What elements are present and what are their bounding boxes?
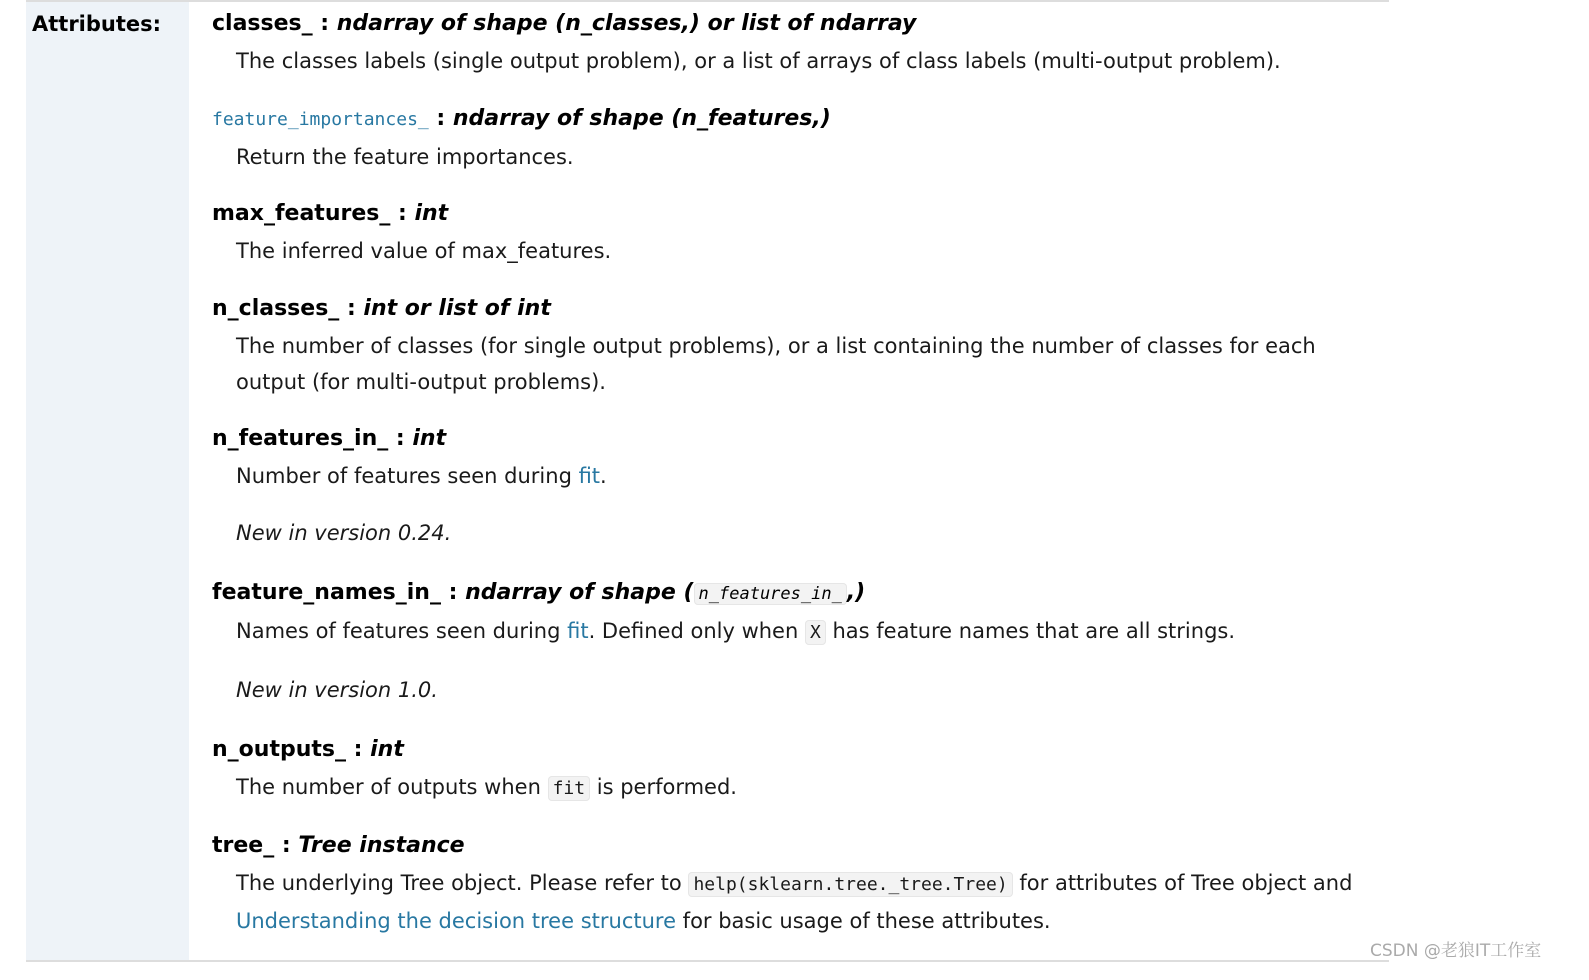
attr-classes xyxy=(212,9,1382,79)
attr-description: The number of classes (for single output problems), or a list containing the number of classes for each output (for multi-output problems). xyxy=(236,334,1316,394)
attr-n-outputs xyxy=(212,735,1382,807)
attr-description: The classes labels (single output problem), or a list of arrays of class labels (multi-output problem). xyxy=(236,49,1281,73)
desc-text: . Defined only when xyxy=(588,619,805,643)
attr-type xyxy=(465,580,865,605)
attr-header xyxy=(212,199,1382,229)
inline-code: X xyxy=(805,620,826,645)
tree-structure-link[interactable]: Understanding the decision tree structure xyxy=(236,909,676,933)
field-label-attributes: Attributes: xyxy=(32,12,162,36)
fit-link[interactable]: fit xyxy=(578,464,601,488)
desc-text: The underlying Tree object. Please refer to xyxy=(236,871,689,895)
attr-name-link[interactable]: feature_importances_ xyxy=(212,109,429,130)
attr-separator: : xyxy=(345,737,371,762)
desc-text: for attributes of Tree object and xyxy=(1012,871,1353,895)
attr-separator: : xyxy=(339,296,364,321)
attr-description xyxy=(236,613,1386,651)
attr-n-classes xyxy=(212,294,1382,400)
attr-n-features-in xyxy=(212,424,1382,548)
attr-name: n_outputs_ xyxy=(212,737,346,762)
attr-description xyxy=(236,458,1386,494)
attr-type: Tree instance xyxy=(298,833,465,858)
type-text: ndarray of shape ( xyxy=(465,580,694,605)
attr-type: int xyxy=(414,201,449,226)
attr-header xyxy=(212,294,1382,324)
version-added-note: New in version 1.0. xyxy=(236,678,438,702)
inline-code: n_features_in_ xyxy=(694,583,847,605)
attr-header xyxy=(212,104,1382,135)
attr-description: Return the feature importances. xyxy=(236,145,574,169)
attr-type: ndarray of shape (n_classes,) or list of ndarray xyxy=(336,11,917,36)
attr-name: feature_names_in_ xyxy=(212,580,441,605)
attr-header xyxy=(212,424,1382,454)
field-name-column xyxy=(26,2,189,960)
version-added-note: New in version 0.24. xyxy=(236,521,452,545)
attr-max-features xyxy=(212,199,1382,269)
bottom-divider xyxy=(26,960,1389,962)
attr-separator: : xyxy=(388,426,413,451)
watermark-text: CSDN @老狼IT工作室 xyxy=(1370,941,1542,961)
attr-feature-names-in xyxy=(212,578,1382,705)
attr-header xyxy=(212,735,1382,765)
desc-text: is performed. xyxy=(590,775,737,799)
desc-text: for basic usage of these attributes. xyxy=(676,909,1051,933)
desc-text: . xyxy=(600,464,607,488)
attr-name: tree_ xyxy=(212,833,275,858)
attr-separator: : xyxy=(440,580,466,605)
attr-type: int xyxy=(412,426,447,451)
inline-code: help(sklearn.tree._tree.Tree) xyxy=(688,872,1012,897)
attr-tree xyxy=(212,831,1382,939)
attr-name: max_features_ xyxy=(212,201,391,226)
attr-header xyxy=(212,9,1382,39)
attr-description xyxy=(236,769,1386,807)
attr-description: The inferred value of max_features. xyxy=(236,239,612,263)
attr-name: classes_ xyxy=(212,11,313,36)
desc-text: has feature names that are all strings. xyxy=(825,619,1236,643)
attr-separator: : xyxy=(428,106,453,131)
desc-text: Number of features seen during xyxy=(236,464,579,488)
desc-text: Names of features seen during xyxy=(236,619,568,643)
fit-link[interactable]: fit xyxy=(567,619,589,643)
inline-code: fit xyxy=(548,776,591,801)
attr-separator: : xyxy=(274,833,299,858)
attr-name: n_classes_ xyxy=(212,296,340,321)
attr-type: int or list of int xyxy=(363,296,551,321)
attr-feature-importances xyxy=(212,104,1382,175)
desc-text: The number of outputs when xyxy=(236,775,548,799)
attr-header xyxy=(212,831,1382,861)
attr-type: ndarray of shape (n_features,) xyxy=(452,106,831,131)
attr-description xyxy=(236,865,1386,939)
attr-type: int xyxy=(370,737,404,762)
attr-separator: : xyxy=(390,201,415,226)
top-divider xyxy=(26,0,1389,2)
type-text: ,) xyxy=(846,580,866,605)
attr-header xyxy=(212,578,1382,609)
attr-separator: : xyxy=(312,11,337,36)
attr-name: n_features_in_ xyxy=(212,426,389,451)
